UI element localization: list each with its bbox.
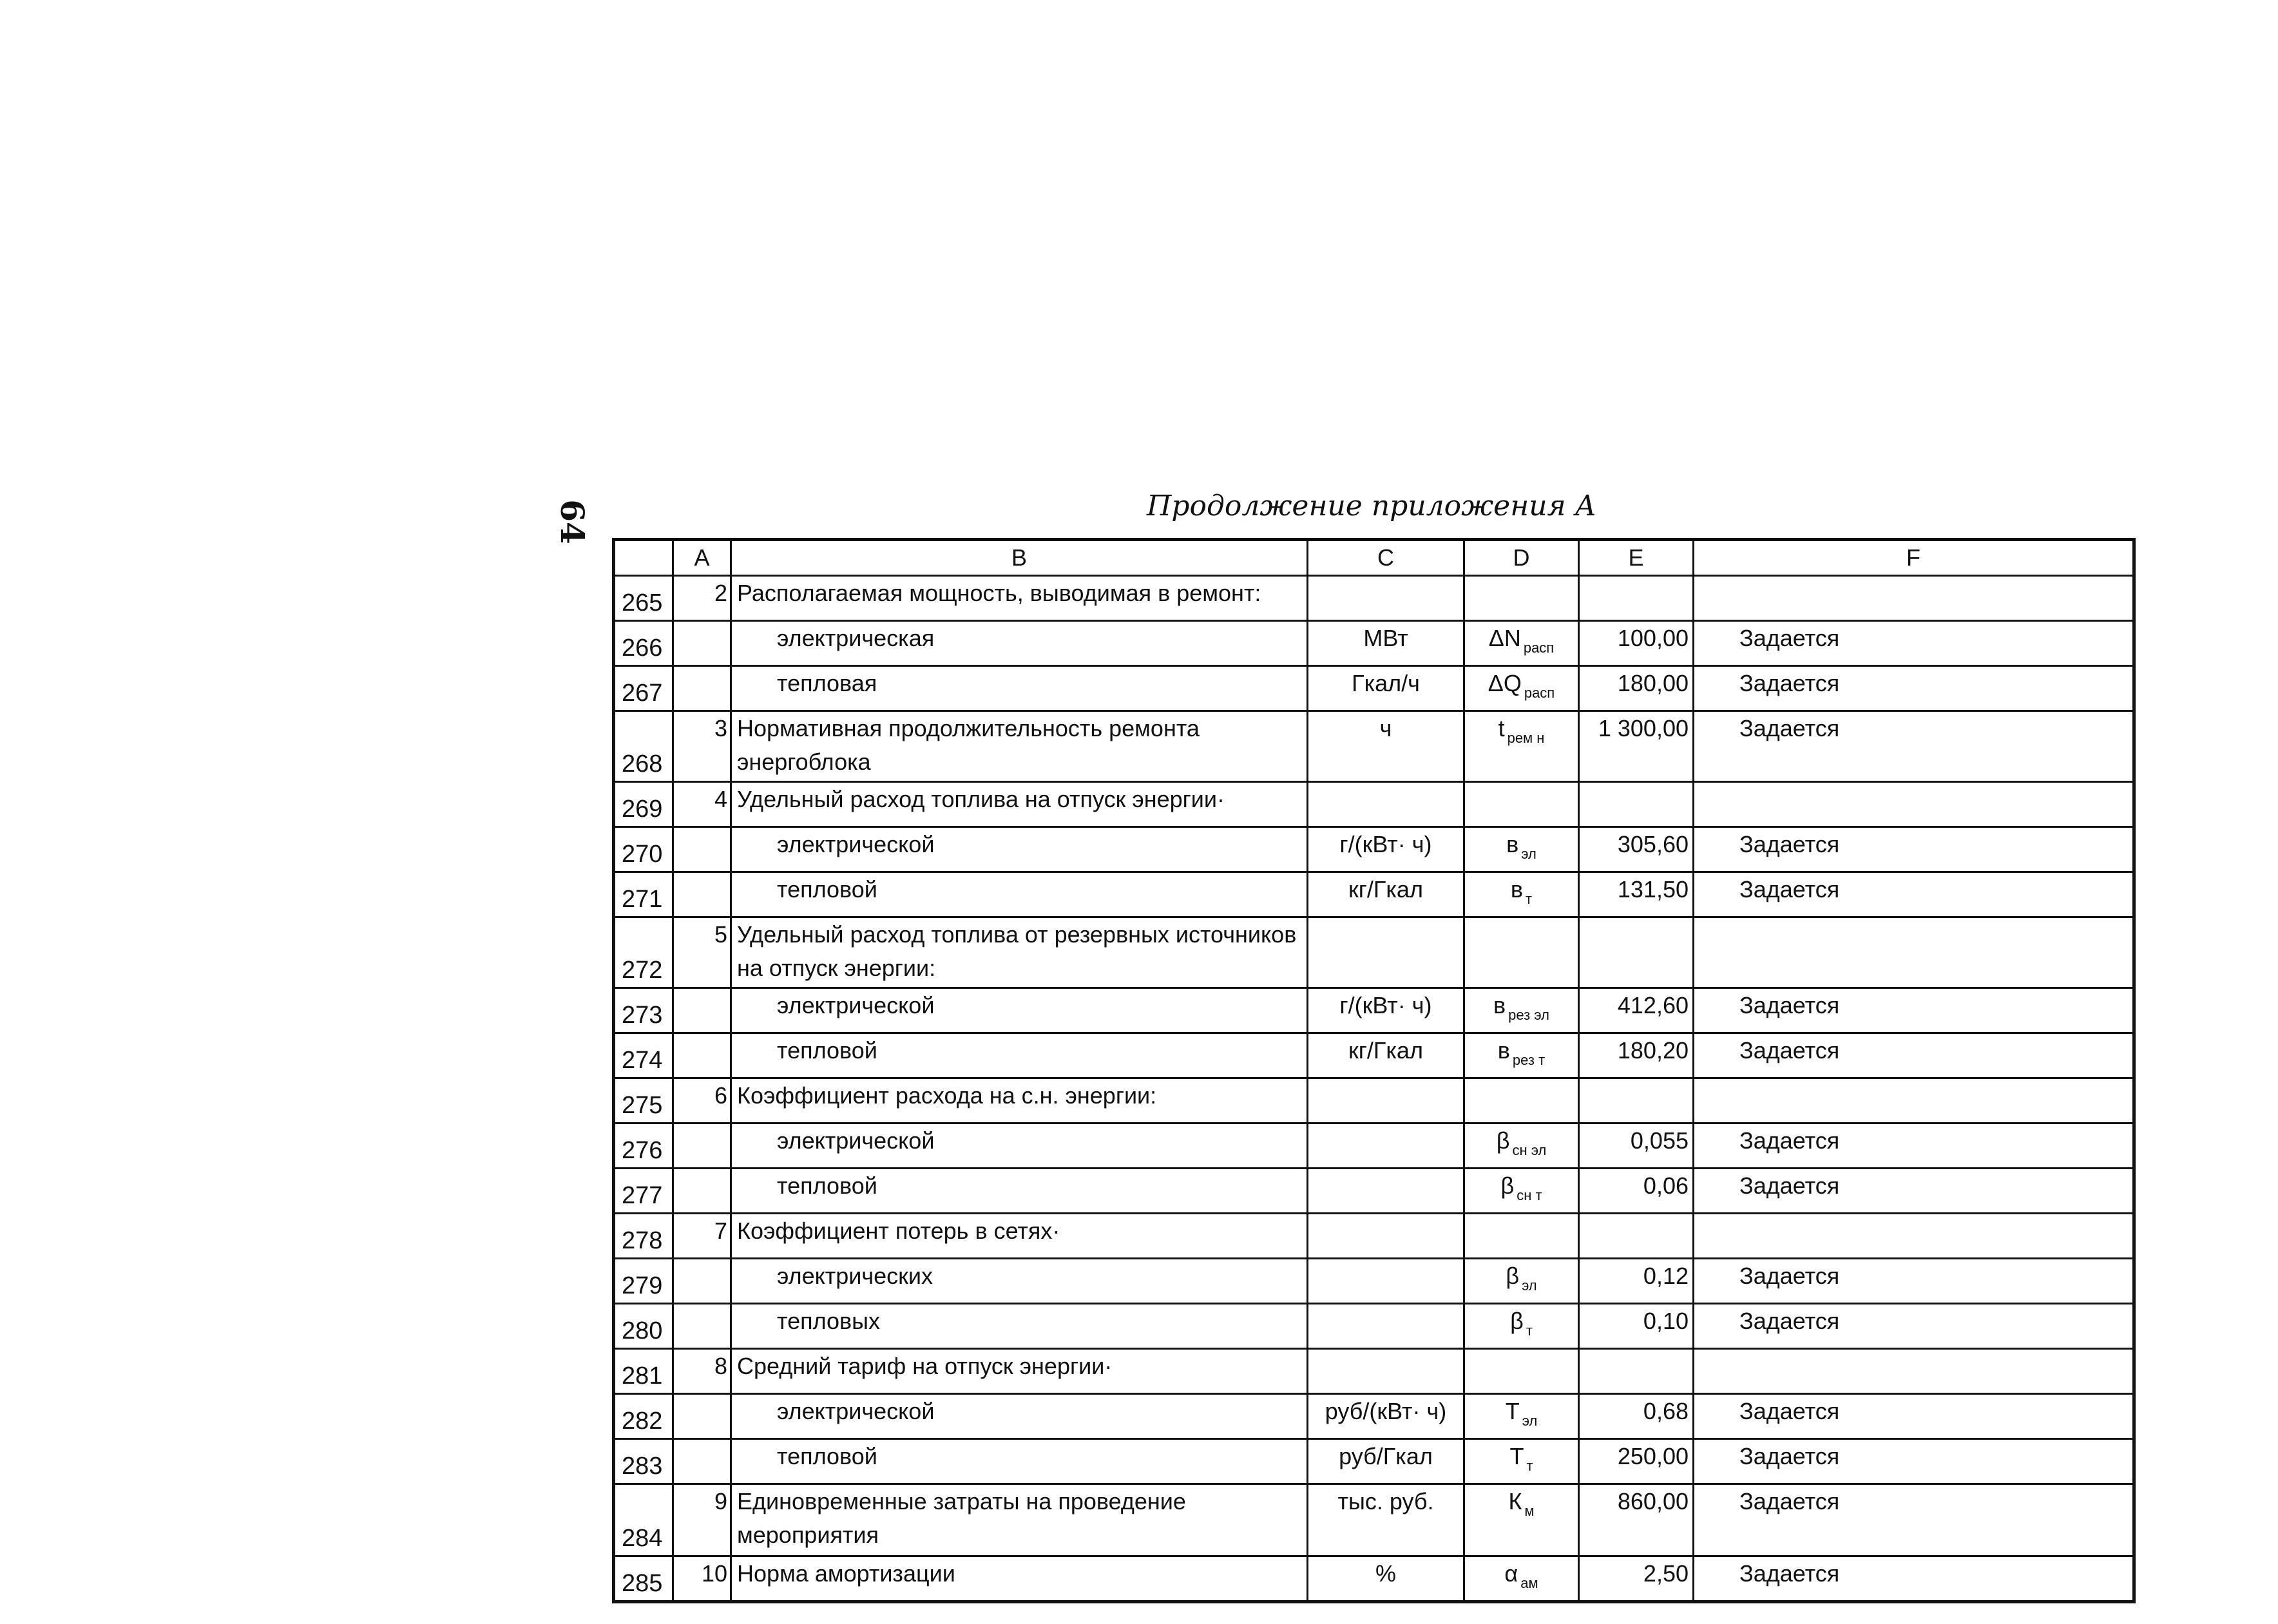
symbol-main: Т (1505, 1398, 1520, 1424)
cell-f-note[interactable]: Задается (1694, 1169, 2134, 1214)
cell-c-unit[interactable]: руб/Гкал (1308, 1439, 1464, 1484)
cell-b-description[interactable] (731, 872, 1308, 917)
cell-d-symbol[interactable] (1464, 1259, 1579, 1304)
description-text: тепловой (777, 1037, 877, 1064)
column-header-d[interactable]: D (1464, 540, 1579, 576)
cell-b-description[interactable] (731, 1169, 1308, 1214)
table-row (614, 1214, 2134, 1259)
cell-f-note[interactable]: Задается (1694, 1484, 2134, 1556)
cell-d-symbol[interactable] (1464, 1214, 1579, 1259)
description-text: тепловых (777, 1308, 881, 1334)
description-text: Коэффициент расхода на с.н. энергии: (737, 1082, 1157, 1109)
cell-c-unit[interactable] (1308, 1214, 1464, 1259)
table-row (614, 872, 2134, 917)
cell-d-symbol[interactable] (1464, 1033, 1579, 1078)
cell-c-unit[interactable]: кг/Гкал (1308, 872, 1464, 917)
cell-f-note[interactable]: Задается (1694, 1439, 2134, 1484)
cell-d-symbol[interactable] (1464, 1349, 1579, 1394)
cell-f-note[interactable]: Задается (1694, 711, 2134, 782)
symbol-main: α (1504, 1560, 1518, 1587)
table-row (614, 1484, 2134, 1556)
table-row (614, 1259, 2134, 1304)
row-number[interactable]: 281 (614, 1349, 673, 1394)
table-row (614, 1078, 2134, 1123)
column-header-c[interactable]: C (1308, 540, 1464, 576)
symbol-main: t (1498, 715, 1505, 741)
column-header-f[interactable]: F (1694, 540, 2134, 576)
table-row (614, 917, 2134, 988)
cell-d-symbol[interactable] (1464, 666, 1579, 711)
row-number[interactable]: 274 (614, 1033, 673, 1078)
cell-a-item-number[interactable] (673, 1259, 731, 1304)
cell-d-symbol[interactable] (1464, 1556, 1579, 1602)
cell-f-note[interactable] (1694, 1078, 2134, 1123)
cell-e-value[interactable]: 0,68 (1579, 1394, 1694, 1439)
table-row (614, 666, 2134, 711)
symbol-main: в (1497, 1037, 1510, 1064)
cell-c-unit[interactable] (1308, 1078, 1464, 1123)
cell-a-item-number[interactable]: 9 (673, 1484, 731, 1556)
description-text: Нормативная продолжительность ремонта энергоблока (737, 715, 1200, 775)
cell-d-symbol[interactable] (1464, 872, 1579, 917)
description-text: тепловая (777, 670, 877, 696)
cell-b-description[interactable] (731, 666, 1308, 711)
row-number[interactable]: 275 (614, 1078, 673, 1123)
symbol-subscript: рез т (1512, 1052, 1546, 1068)
symbol-subscript: т (1526, 891, 1533, 907)
description-text: электрическая (777, 625, 935, 651)
cell-d-symbol[interactable] (1464, 576, 1579, 621)
symbol-subscript: т (1526, 1458, 1533, 1474)
symbol-main: β (1506, 1263, 1520, 1289)
cell-a-item-number[interactable]: 5 (673, 917, 731, 988)
cell-c-unit[interactable]: тыс. руб. (1308, 1484, 1464, 1556)
cell-b-description[interactable] (731, 1123, 1308, 1169)
cell-e-value[interactable]: 2,50 (1579, 1556, 1694, 1602)
symbol-subscript: т (1526, 1323, 1533, 1339)
cell-c-unit[interactable]: г/(кВт· ч) (1308, 827, 1464, 872)
table-row (614, 1169, 2134, 1214)
cell-a-item-number[interactable]: 7 (673, 1214, 731, 1259)
column-header-row (614, 540, 2134, 576)
cell-b-description[interactable] (731, 917, 1308, 988)
cell-b-description[interactable] (731, 1259, 1308, 1304)
cell-e-value[interactable]: 1 300,00 (1579, 711, 1694, 782)
cell-a-item-number[interactable]: 8 (673, 1349, 731, 1394)
cell-d-symbol[interactable] (1464, 1169, 1579, 1214)
cell-c-unit[interactable] (1308, 917, 1464, 988)
row-number[interactable]: 284 (614, 1484, 673, 1556)
table-row (614, 827, 2134, 872)
row-number[interactable]: 278 (614, 1214, 673, 1259)
cell-a-item-number[interactable] (673, 1439, 731, 1484)
symbol-main: К (1508, 1488, 1522, 1514)
row-number[interactable]: 269 (614, 782, 673, 827)
table-row (614, 1304, 2134, 1349)
header-corner[interactable] (614, 540, 673, 576)
row-number[interactable]: 271 (614, 872, 673, 917)
description-text: Удельный расход топлива на отпуск энергии· (737, 786, 1225, 812)
symbol-subscript: эл (1521, 846, 1536, 862)
cell-f-note[interactable]: Задается (1694, 827, 2134, 872)
cell-e-value[interactable]: 412,60 (1579, 988, 1694, 1033)
cell-a-item-number[interactable] (673, 1394, 731, 1439)
symbol-subscript: сн т (1517, 1187, 1542, 1203)
symbol-subscript: м (1524, 1503, 1535, 1519)
cell-c-unit[interactable] (1308, 1123, 1464, 1169)
cell-f-note[interactable]: Задается (1694, 1556, 2134, 1602)
row-number[interactable]: 267 (614, 666, 673, 711)
cell-f-note[interactable]: Задается (1694, 872, 2134, 917)
row-number[interactable]: 279 (614, 1259, 673, 1304)
cell-c-unit[interactable] (1308, 1169, 1464, 1214)
description-text: тепловой (777, 876, 877, 903)
symbol-subscript: эл (1522, 1277, 1537, 1294)
cell-b-description[interactable] (731, 576, 1308, 621)
symbol-subscript: сн эл (1512, 1142, 1547, 1158)
cell-d-symbol[interactable] (1464, 1394, 1579, 1439)
cell-f-note[interactable]: Задается (1694, 1033, 2134, 1078)
spreadsheet-table (612, 538, 2136, 1603)
symbol-subscript: эл (1522, 1413, 1538, 1429)
cell-c-unit[interactable]: Гкал/ч (1308, 666, 1464, 711)
cell-f-note[interactable]: Задается (1694, 1394, 2134, 1439)
cell-b-description[interactable] (731, 1556, 1308, 1602)
cell-e-value[interactable]: 100,00 (1579, 621, 1694, 666)
cell-f-note[interactable] (1694, 1349, 2134, 1394)
table-row (614, 1556, 2134, 1602)
cell-d-symbol[interactable] (1464, 988, 1579, 1033)
cell-f-note[interactable] (1694, 1214, 2134, 1259)
row-number[interactable]: 285 (614, 1556, 673, 1602)
cell-b-description[interactable] (731, 1033, 1308, 1078)
cell-b-description[interactable] (731, 1214, 1308, 1259)
row-number[interactable]: 280 (614, 1304, 673, 1349)
cell-f-note[interactable] (1694, 917, 2134, 988)
cell-e-value[interactable]: 131,50 (1579, 872, 1694, 917)
cell-d-symbol[interactable] (1464, 1484, 1579, 1556)
column-header-b[interactable]: B (731, 540, 1308, 576)
column-header-e[interactable]: E (1579, 540, 1694, 576)
cell-e-value[interactable]: 0,06 (1579, 1169, 1694, 1214)
table-row (614, 1394, 2134, 1439)
symbol-main: в (1510, 876, 1524, 903)
symbol-subscript: рез эл (1508, 1007, 1549, 1023)
cell-b-description[interactable] (731, 1349, 1308, 1394)
column-header-a[interactable]: A (673, 540, 731, 576)
cell-c-unit[interactable]: г/(кВт· ч) (1308, 988, 1464, 1033)
cell-e-value[interactable]: 250,00 (1579, 1439, 1694, 1484)
symbol-main: в (1506, 831, 1519, 857)
cell-b-description[interactable] (731, 711, 1308, 782)
cell-c-unit[interactable] (1308, 782, 1464, 827)
row-number[interactable]: 276 (614, 1123, 673, 1169)
symbol-main: β (1510, 1308, 1524, 1334)
symbol-subscript: расп (1523, 640, 1555, 656)
cell-b-description[interactable] (731, 1304, 1308, 1349)
cell-c-unit[interactable]: руб/(кВт· ч) (1308, 1394, 1464, 1439)
table-row (614, 1439, 2134, 1484)
cell-d-symbol[interactable] (1464, 1439, 1579, 1484)
row-number[interactable]: 272 (614, 917, 673, 988)
cell-a-item-number[interactable] (673, 621, 731, 666)
cell-f-note[interactable] (1694, 782, 2134, 827)
cell-a-item-number[interactable] (673, 1169, 731, 1214)
symbol-main: ΔN (1488, 625, 1521, 651)
cell-a-item-number[interactable] (673, 1033, 731, 1078)
description-text: электрических (777, 1263, 933, 1289)
description-text: Единовременные затраты на проведение мероприятия (737, 1488, 1186, 1548)
cell-d-symbol[interactable] (1464, 711, 1579, 782)
cell-b-description[interactable] (731, 621, 1308, 666)
cell-e-value[interactable]: 180,20 (1579, 1033, 1694, 1078)
symbol-subscript: ам (1520, 1575, 1538, 1591)
row-number[interactable]: 282 (614, 1394, 673, 1439)
cell-a-item-number[interactable] (673, 1123, 731, 1169)
table-row (614, 782, 2134, 827)
description-text: тепловой (777, 1172, 877, 1199)
row-number[interactable]: 266 (614, 621, 673, 666)
cell-b-description[interactable] (731, 1394, 1308, 1439)
cell-a-item-number[interactable] (673, 872, 731, 917)
cell-c-unit[interactable] (1308, 1349, 1464, 1394)
page-number: 64 (553, 499, 591, 544)
table-row (614, 1349, 2134, 1394)
description-text: электрической (777, 992, 935, 1018)
cell-d-symbol[interactable] (1464, 827, 1579, 872)
cell-e-value[interactable]: 0,12 (1579, 1259, 1694, 1304)
cell-e-value[interactable]: 860,00 (1579, 1484, 1694, 1556)
cell-a-item-number[interactable] (673, 827, 731, 872)
table-row (614, 621, 2134, 666)
cell-d-symbol[interactable] (1464, 1304, 1579, 1349)
cell-a-item-number[interactable] (673, 988, 731, 1033)
cell-e-value[interactable] (1579, 576, 1694, 621)
cell-b-description[interactable] (731, 782, 1308, 827)
cell-e-value[interactable] (1579, 917, 1694, 988)
cell-b-description[interactable] (731, 988, 1308, 1033)
cell-a-item-number[interactable]: 4 (673, 782, 731, 827)
cell-e-value[interactable]: 0,055 (1579, 1123, 1694, 1169)
description-text: Средний тариф на отпуск энергии· (737, 1353, 1113, 1379)
cell-b-description[interactable] (731, 1484, 1308, 1556)
row-number[interactable]: 265 (614, 576, 673, 621)
row-number[interactable]: 283 (614, 1439, 673, 1484)
cell-c-unit[interactable]: МВт (1308, 621, 1464, 666)
description-text: Располагаемая мощность, выводимая в ремонт: (737, 580, 1261, 606)
cell-f-note[interactable]: Задается (1694, 666, 2134, 711)
row-number[interactable]: 270 (614, 827, 673, 872)
symbol-main: в (1493, 992, 1506, 1018)
cell-c-unit[interactable]: % (1308, 1556, 1464, 1602)
table-row (614, 1123, 2134, 1169)
cell-a-item-number[interactable]: 10 (673, 1556, 731, 1602)
cell-f-note[interactable]: Задается (1694, 621, 2134, 666)
symbol-main: Т (1509, 1443, 1524, 1469)
symbol-subscript: рем н (1507, 730, 1545, 746)
symbol-main: β (1500, 1172, 1515, 1199)
cell-d-symbol[interactable] (1464, 1078, 1579, 1123)
symbol-main: ΔQ (1488, 670, 1522, 696)
cell-e-value[interactable]: 0,10 (1579, 1304, 1694, 1349)
row-number[interactable]: 273 (614, 988, 673, 1033)
description-text: Удельный расход топлива от резервных источников на отпуск энергии: (737, 921, 1297, 981)
row-number[interactable]: 268 (614, 711, 673, 782)
symbol-main: β (1496, 1127, 1510, 1154)
description-text: тепловой (777, 1443, 877, 1469)
cell-e-value[interactable] (1579, 782, 1694, 827)
cell-d-symbol[interactable] (1464, 917, 1579, 988)
cell-f-note[interactable]: Задается (1694, 1123, 2134, 1169)
cell-a-item-number[interactable] (673, 666, 731, 711)
cell-e-value[interactable] (1579, 1078, 1694, 1123)
row-number[interactable]: 277 (614, 1169, 673, 1214)
symbol-subscript: расп (1524, 685, 1555, 701)
cell-c-unit[interactable]: ч (1308, 711, 1464, 782)
cell-b-description[interactable] (731, 1439, 1308, 1484)
cell-d-symbol[interactable] (1464, 782, 1579, 827)
table-row (614, 711, 2134, 782)
table-row (614, 576, 2134, 621)
cell-f-note[interactable]: Задается (1694, 1259, 2134, 1304)
cell-c-unit[interactable]: кг/Гкал (1308, 1033, 1464, 1078)
cell-c-unit[interactable] (1308, 1304, 1464, 1349)
cell-a-item-number[interactable] (673, 1304, 731, 1349)
cell-b-description[interactable] (731, 1078, 1308, 1123)
cell-b-description[interactable] (731, 827, 1308, 872)
cell-d-symbol[interactable] (1464, 1123, 1579, 1169)
cell-c-unit[interactable] (1308, 1259, 1464, 1304)
cell-e-value[interactable]: 180,00 (1579, 666, 1694, 711)
cell-f-note[interactable]: Задается (1694, 1304, 2134, 1349)
cell-a-item-number[interactable]: 6 (673, 1078, 731, 1123)
table-body (614, 576, 2134, 1602)
appendix-caption: Продолжение приложения А (1147, 490, 1596, 522)
cell-e-value[interactable]: 305,60 (1579, 827, 1694, 872)
cell-e-value[interactable] (1579, 1214, 1694, 1259)
table-row (614, 988, 2134, 1033)
cell-c-unit[interactable] (1308, 576, 1464, 621)
cell-f-note[interactable] (1694, 576, 2134, 621)
description-text: электрической (777, 831, 935, 857)
description-text: Норма амортизации (737, 1560, 955, 1587)
cell-a-item-number[interactable]: 3 (673, 711, 731, 782)
description-text: электрической (777, 1127, 935, 1154)
table-row (614, 1033, 2134, 1078)
description-text: электрической (777, 1398, 935, 1424)
description-text: Коэффициент потерь в сетях· (737, 1218, 1060, 1244)
cell-d-symbol[interactable] (1464, 621, 1579, 666)
cell-e-value[interactable] (1579, 1349, 1694, 1394)
cell-a-item-number[interactable]: 2 (673, 576, 731, 621)
cell-f-note[interactable]: Задается (1694, 988, 2134, 1033)
